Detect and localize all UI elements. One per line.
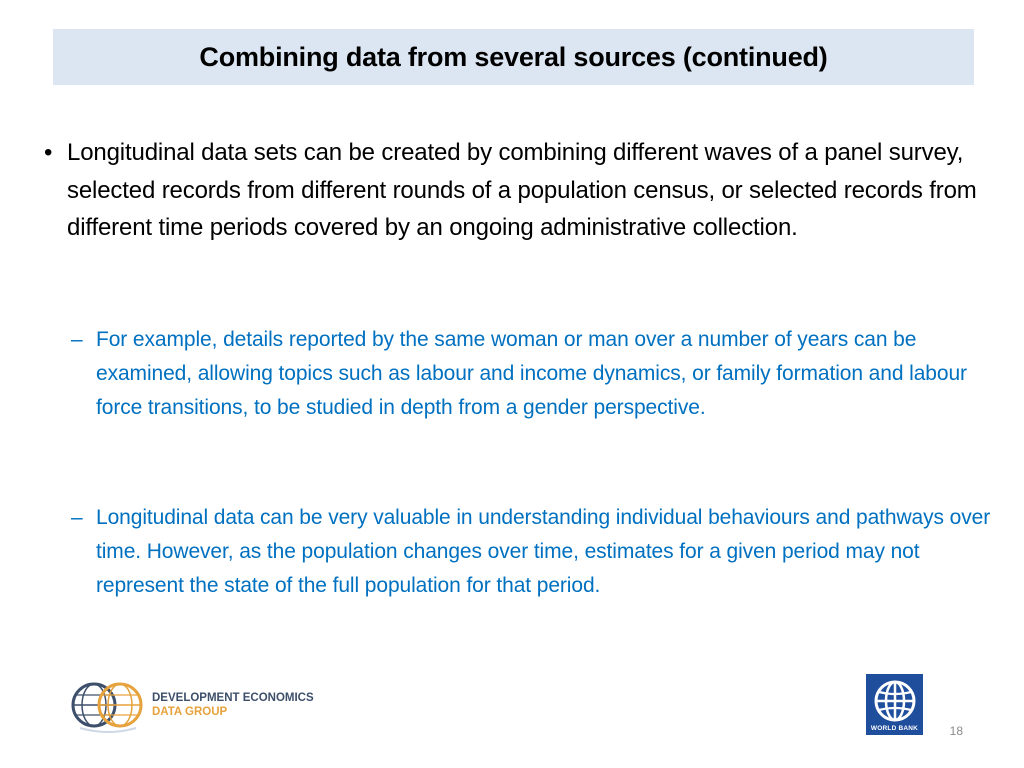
sub-bullet-example: [71, 323, 991, 425]
sub-bullet-value: [71, 501, 991, 603]
page-number: 18: [949, 724, 963, 738]
world-bank-logo: [866, 674, 923, 735]
sub-bullet-text: For example, details reported by the same woman or man over a number of years can be examined, allowing topics such as labour and income dynamics, or family formation and labour force transitions, to be studied in depth from a gender perspective.: [96, 328, 967, 419]
slide-title: Combining data from several sources (continued): [199, 41, 828, 72]
world-bank-globe-icon: [873, 679, 917, 723]
dash-icon: –: [71, 328, 83, 351]
main-bullet-text: Longitudinal data sets can be created by combining different waves of a panel survey, selected records from different rounds of a population census, or selected records from different time periods covered by an ongoing administrative collection.: [67, 139, 977, 241]
development-economics-logo: [70, 676, 314, 734]
world-bank-label: WORLD BANK: [870, 725, 919, 732]
development-economics-rings-logo-icon: [70, 676, 146, 734]
bullet-dot-icon: •: [44, 139, 53, 166]
sub-bullet-text: Longitudinal data can be very valuable in understanding individual behaviours and pathways over time. However, as the population changes over time, estimates for a given period may not represent the state of the full population for that period.: [96, 506, 991, 597]
dash-icon: –: [71, 506, 83, 529]
logo-text: [152, 691, 314, 719]
logo-line-1: DEVELOPMENT ECONOMICS: [152, 692, 314, 704]
main-bullet: [44, 134, 984, 247]
logo-line-2: DATA GROUP: [152, 706, 228, 718]
title-bar: [53, 29, 974, 85]
